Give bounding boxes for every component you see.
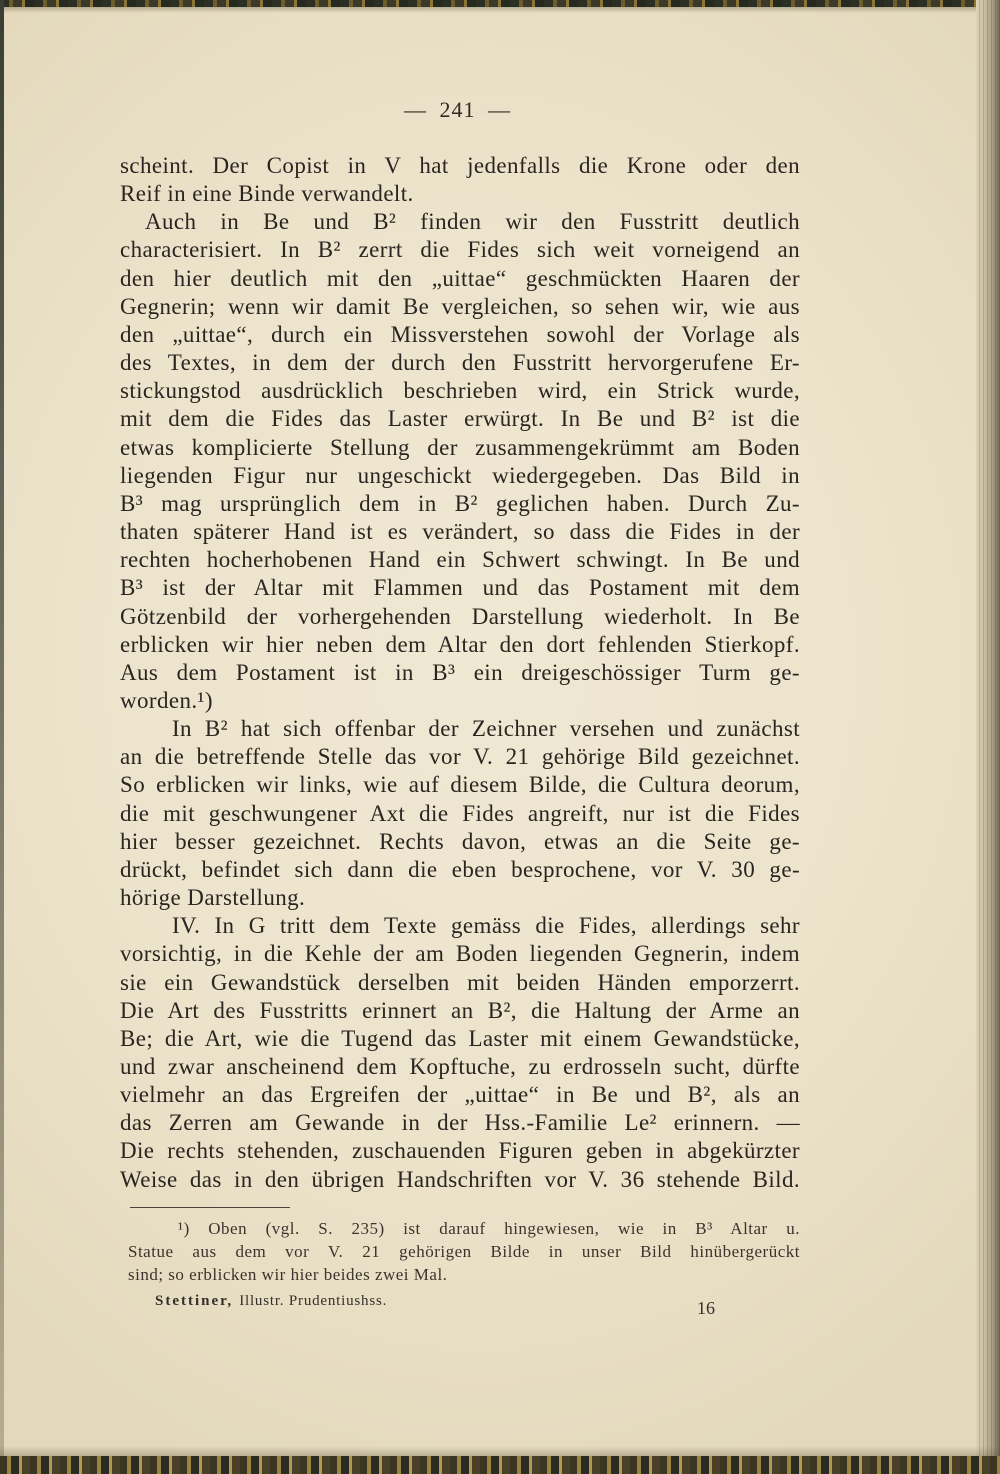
body-text [120, 152, 800, 1194]
paragraph [120, 208, 800, 715]
footnote [128, 1217, 800, 1286]
page-stack-right-edge [976, 0, 1000, 1474]
footnote-line: sind; so erblicken wir hier beides zwei Mal. [128, 1265, 448, 1284]
signature-title: Illustr. Prudentiushss. [239, 1293, 388, 1309]
footnote-line: Statue aus dem vor V. 21 gehörigen Bilde in unser Bild hinübergerückt [128, 1242, 800, 1261]
text-line: In B² hat sich offenbar der Zeichner versehen und zunächst [172, 716, 800, 742]
paragraph [120, 715, 800, 912]
text-line: sie ein Gewandstück derselben mit beiden Händen emporzerrt. [120, 969, 800, 995]
text-line: Weise das in den übrigen Handschriften vor V. 36 stehende Bild. [120, 1166, 800, 1192]
text-line: das Zerren am Gewande in der Hss.-Familie Le² erinnern. — [120, 1110, 800, 1136]
text-line: thaten späterer Hand ist es verändert, so dass die Fides in der [120, 519, 800, 545]
printer-signature [155, 1291, 387, 1311]
paragraph [120, 912, 800, 1194]
text-line: IV. In G tritt dem Texte gemäss die Fides, allerdings sehr [172, 913, 800, 939]
text-line: worden.¹) [120, 687, 213, 713]
text-line: etwas komplicierte Stellung der zusammengekrümmt am Boden [120, 434, 800, 460]
text-line: stickungstod ausdrücklich beschrieben wird, ein Strick wurde, [120, 378, 800, 404]
text-line: B³ mag ursprünglich dem in B² geglichen haben. Durch Zu- [120, 490, 800, 516]
text-line: Die rechts stehenden, zuschauenden Figuren geben in abgekürzter [120, 1138, 800, 1164]
text-line: und zwar anscheinend dem Kopftuche, zu erdrosseln sucht, dürfte [120, 1054, 800, 1079]
text-line: rechten hocherhobenen Hand ein Schwert schwingt. In Be und [120, 547, 800, 573]
text-line: hörige Darstellung. [120, 885, 306, 911]
text-line: vorsichtig, in die Kehle der am Boden liegenden Gegnerin, indem [120, 941, 800, 967]
page-number-header: — 241 — [404, 97, 511, 122]
text-line: Reif in eine Binde verwandelt. [120, 181, 414, 207]
bottom-edge-shadow [0, 1446, 1000, 1456]
text-line: erblicken wir hier neben dem Altar den dort fehlenden Stierkopf. [120, 631, 800, 657]
text-line: Die Art des Fusstritts erinnert an B², die Haltung der Arme an [120, 997, 800, 1023]
text-line: an die betreffende Stelle das vor V. 21 gehörige Bild gezeichnet. [120, 744, 800, 770]
signature-author: Stettiner, [155, 1293, 234, 1309]
text-line: B³ ist der Altar mit Flammen und das Postament mit dem [120, 575, 800, 601]
text-line: des Textes, in dem der durch den Fusstritt hervorgerufene Er- [120, 350, 800, 376]
text-line: die mit geschwungener Axt die Fides angreift, nur ist die Fides [120, 800, 800, 826]
text-line: characterisiert. In B² zerrt die Fides sich weit vorneigend an [120, 237, 800, 263]
text-line: Aus dem Postament ist in B³ ein dreigeschössiger Turm ge- [120, 659, 800, 685]
text-line: den hier deutlich mit den „uittae“ geschmückten Haaren der [120, 265, 800, 291]
text-line: mit dem die Fides das Laster erwürgt. In Be und B² ist die [120, 406, 800, 432]
text-line: So erblicken wir links, wie auf diesem Bilde, die Cultura deorum, [120, 772, 800, 798]
footnote-line: ¹) Oben (vgl. S. 235) ist darauf hingewiesen, wie in B³ Altar u. [178, 1219, 800, 1238]
text-line: Auch in Be und B² finden wir den Fusstritt deutlich [145, 209, 800, 235]
text-line: drückt, befindet sich dann die eben besprochene, vor V. 30 ge- [120, 856, 800, 882]
book-cover-left-edge [0, 0, 4, 1474]
text-line: Be; die Art, wie die Tugend das Laster mit einem Gewandstücke, [120, 1025, 800, 1051]
top-edge-shadow [0, 7, 1000, 13]
book-binding-top-edge [0, 0, 1000, 7]
text-line: vielmehr an das Ergreifen der „uittae“ in Be und B², als an [120, 1082, 800, 1108]
footnote-separator-rule [130, 1207, 290, 1208]
text-line: liegenden Figur nur ungeschickt wiedergegeben. Das Bild in [120, 462, 800, 488]
text-line: den „uittae“, durch ein Missverstehen sowohl der Vorlage als [120, 321, 800, 347]
text-line: Götzenbild der vorhergehenden Darstellung wiederholt. In Be [120, 603, 800, 629]
sheet-signature-number: 16 [697, 1298, 715, 1318]
text-line: Gegnerin; wenn wir damit Be vergleichen, so sehen wir, wie aus [120, 293, 800, 319]
text-line: scheint. Der Copist in V hat jedenfalls die Krone oder den [120, 153, 800, 178]
paragraph [120, 152, 800, 208]
text-line: hier besser gezeichnet. Rechts davon, etwas an die Seite ge- [120, 828, 800, 854]
book-binding-bottom-edge [0, 1456, 1000, 1474]
